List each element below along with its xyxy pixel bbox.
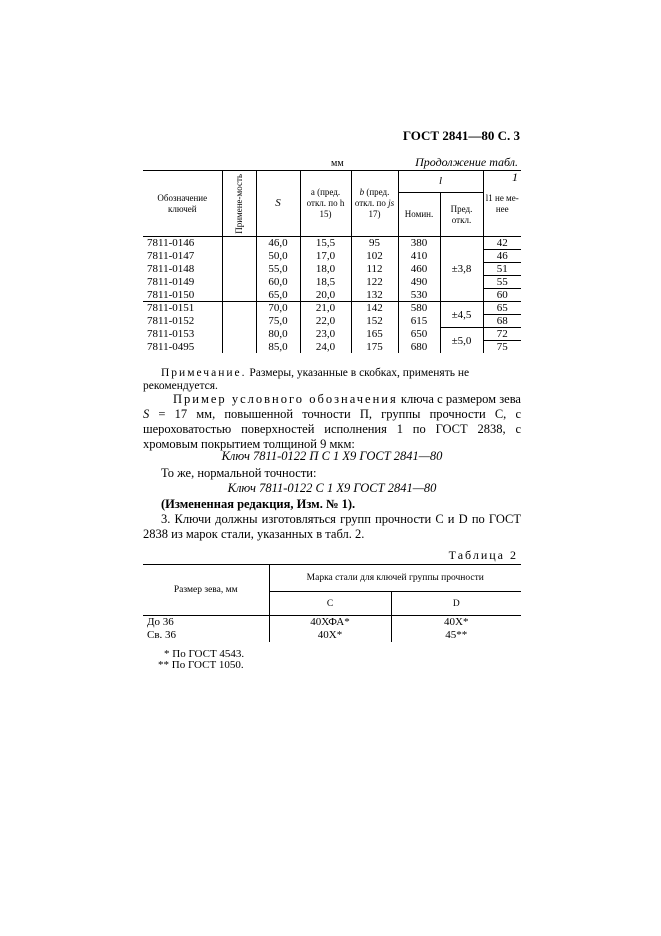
table-note — [143, 367, 521, 393]
col-s: S — [256, 171, 300, 237]
cell-s: 50,0 — [256, 250, 300, 263]
cell-l: 410 — [398, 250, 440, 263]
col-b-symbol: b — [359, 187, 365, 197]
cell-b: 102 — [351, 250, 398, 263]
cell-b: 165 — [351, 328, 398, 341]
designation-example — [143, 392, 521, 452]
cell-size: До 36 — [143, 616, 269, 629]
example-text-b: = 17 мм, повышенной точности П, группы прочности С, с шероховатостью поверхностей исполнения 1 по ГОСТ 2838, с хромовым покрытием толщиной 9 мкм: — [143, 407, 521, 451]
formula-2: Ключ 7811-0122 С 1 Х9 ГОСТ 2841—80 — [227, 481, 437, 495]
col-group-d: D — [452, 598, 460, 609]
cell-a: 17,0 — [300, 250, 351, 263]
cell-designation: 7811-0150 — [143, 289, 222, 302]
cell-l1: 68 — [483, 315, 521, 328]
cell-s: 75,0 — [256, 315, 300, 328]
cell-designation: 7811-0148 — [143, 263, 222, 276]
unit-label: мм — [331, 158, 344, 169]
formula-1: Ключ 7811-0122 П С 1 Х9 ГОСТ 2841—80 — [221, 449, 443, 463]
cell-l1: 46 — [483, 250, 521, 263]
cell-l: 530 — [398, 289, 440, 302]
cell-l: 460 — [398, 263, 440, 276]
cell-l1: 55 — [483, 276, 521, 289]
cell-s: 65,0 — [256, 289, 300, 302]
cell-s: 60,0 — [256, 276, 300, 289]
cell-l1: 65 — [483, 302, 521, 315]
cell-b: 132 — [351, 289, 398, 302]
cell-a: 22,0 — [300, 315, 351, 328]
cell-l1: 60 — [496, 289, 508, 301]
cell-deviation: ±4,5 — [440, 302, 483, 328]
table2-title: Таблица 2 — [448, 548, 518, 562]
cell-designation: 7811-0151 — [143, 302, 222, 315]
cell-l1: 72 — [483, 328, 521, 341]
cell-s: 55,0 — [256, 263, 300, 276]
cell-l: 680 — [398, 341, 440, 354]
cell-designation: 7811-0495 — [143, 341, 222, 354]
cell-l: 615 — [398, 315, 440, 328]
cell-l1: 51 — [483, 263, 521, 276]
cell-applicability — [222, 341, 256, 354]
cell-applicability — [222, 276, 256, 289]
cell-designation: 7811-0149 — [143, 276, 222, 289]
cell-s: 70,0 — [256, 302, 300, 315]
cell-designation: 7811-0146 — [143, 237, 222, 250]
cell-grade-d: 40Х* — [444, 616, 469, 629]
cell-designation: 7811-0152 — [143, 315, 222, 328]
steel-grades-table — [143, 564, 521, 642]
col-a: а (пред. откл. по h 15) — [300, 171, 351, 237]
clause-3: 3. Ключи должны изготовляться групп прочности С и D по ГОСТ 2838 из марок стали, указанных в табл. 2. — [143, 512, 521, 541]
note-text: Размеры, указанные в скобках, применять не рекомендуется. — [143, 367, 470, 392]
col-b-end: 17) — [368, 209, 381, 219]
cell-a: 18,0 — [300, 263, 351, 276]
col-grade: Марка стали для ключей группы прочности — [269, 565, 521, 592]
dimensions-table — [143, 170, 521, 353]
footnote-1: * По ГОСТ 4543. — [164, 648, 245, 660]
cell-a: 15,5 — [300, 237, 351, 250]
cell-grade-d: 45** — [445, 629, 468, 641]
cell-b: 142 — [351, 302, 398, 315]
example-s-symbol: S — [143, 407, 150, 421]
col-b — [351, 171, 398, 237]
cell-applicability — [222, 237, 256, 250]
cell-applicability — [222, 315, 256, 328]
page-header: ГОСТ 2841—80 С. 3 — [402, 128, 520, 143]
cell-b: 112 — [351, 263, 398, 276]
cell-applicability — [222, 289, 256, 302]
same-normal-accuracy: То же, нормальной точности: — [161, 466, 317, 480]
col-l-nominal: Номин. — [398, 193, 440, 237]
col-applicability — [222, 171, 256, 237]
note-label: Примечание. — [161, 367, 247, 379]
col-b-text: (пред. откл. по — [354, 187, 390, 208]
footnote-2: ** По ГОСТ 1050. — [158, 659, 244, 671]
cell-l: 380 — [398, 237, 440, 250]
cell-l: 650 — [398, 328, 440, 341]
example-text-a: ключа с размером зева — [397, 392, 521, 406]
cell-size: Св. 36 — [143, 629, 269, 642]
cell-applicability — [222, 263, 256, 276]
col-b-js: js — [388, 198, 395, 208]
revision-note: (Измененная редакция, Изм. № 1). — [161, 497, 356, 511]
cell-a: 20,0 — [300, 289, 351, 302]
col-l: l — [398, 171, 483, 193]
cell-b: 152 — [351, 315, 398, 328]
example-label: Пример условного обозначения — [173, 392, 398, 406]
col-designation: Обозначение ключей — [143, 171, 222, 237]
cell-s: 85,0 — [256, 341, 300, 354]
cell-a: 23,0 — [300, 328, 351, 341]
table-continuation: Продолжение табл. 1 — [415, 155, 518, 184]
cell-l1: 42 — [483, 237, 521, 250]
cell-b: 175 — [351, 341, 398, 354]
col-l1: l1 не ме-нее — [485, 192, 519, 214]
col-size: Размер зева, мм — [143, 565, 269, 616]
cell-l: 580 — [398, 302, 440, 315]
cell-applicability — [222, 302, 256, 315]
col-group-c: С — [269, 592, 391, 616]
col-l-deviation: Пред. откл. — [440, 193, 483, 237]
cell-a: 24,0 — [300, 341, 351, 354]
cell-a: 21,0 — [300, 302, 351, 315]
col-applicability-label: Примене-мость — [234, 173, 244, 234]
cell-b: 95 — [351, 237, 398, 250]
cell-deviation: ±3,8 — [440, 237, 483, 302]
cell-applicability — [222, 250, 256, 263]
cell-s: 80,0 — [256, 328, 300, 341]
cell-l: 490 — [398, 276, 440, 289]
cell-designation: 7811-0147 — [143, 250, 222, 263]
cell-b: 122 — [351, 276, 398, 289]
cell-deviation: ±5,0 — [440, 328, 483, 354]
cell-l1: 75 — [496, 341, 508, 353]
cell-applicability — [222, 328, 256, 341]
cell-grade-c: 40Х* — [269, 629, 391, 642]
cell-s: 46,0 — [256, 237, 300, 250]
cell-grade-c: 40ХФА* — [269, 616, 391, 629]
cell-designation: 7811-0153 — [143, 328, 222, 341]
cell-a: 18,5 — [300, 276, 351, 289]
